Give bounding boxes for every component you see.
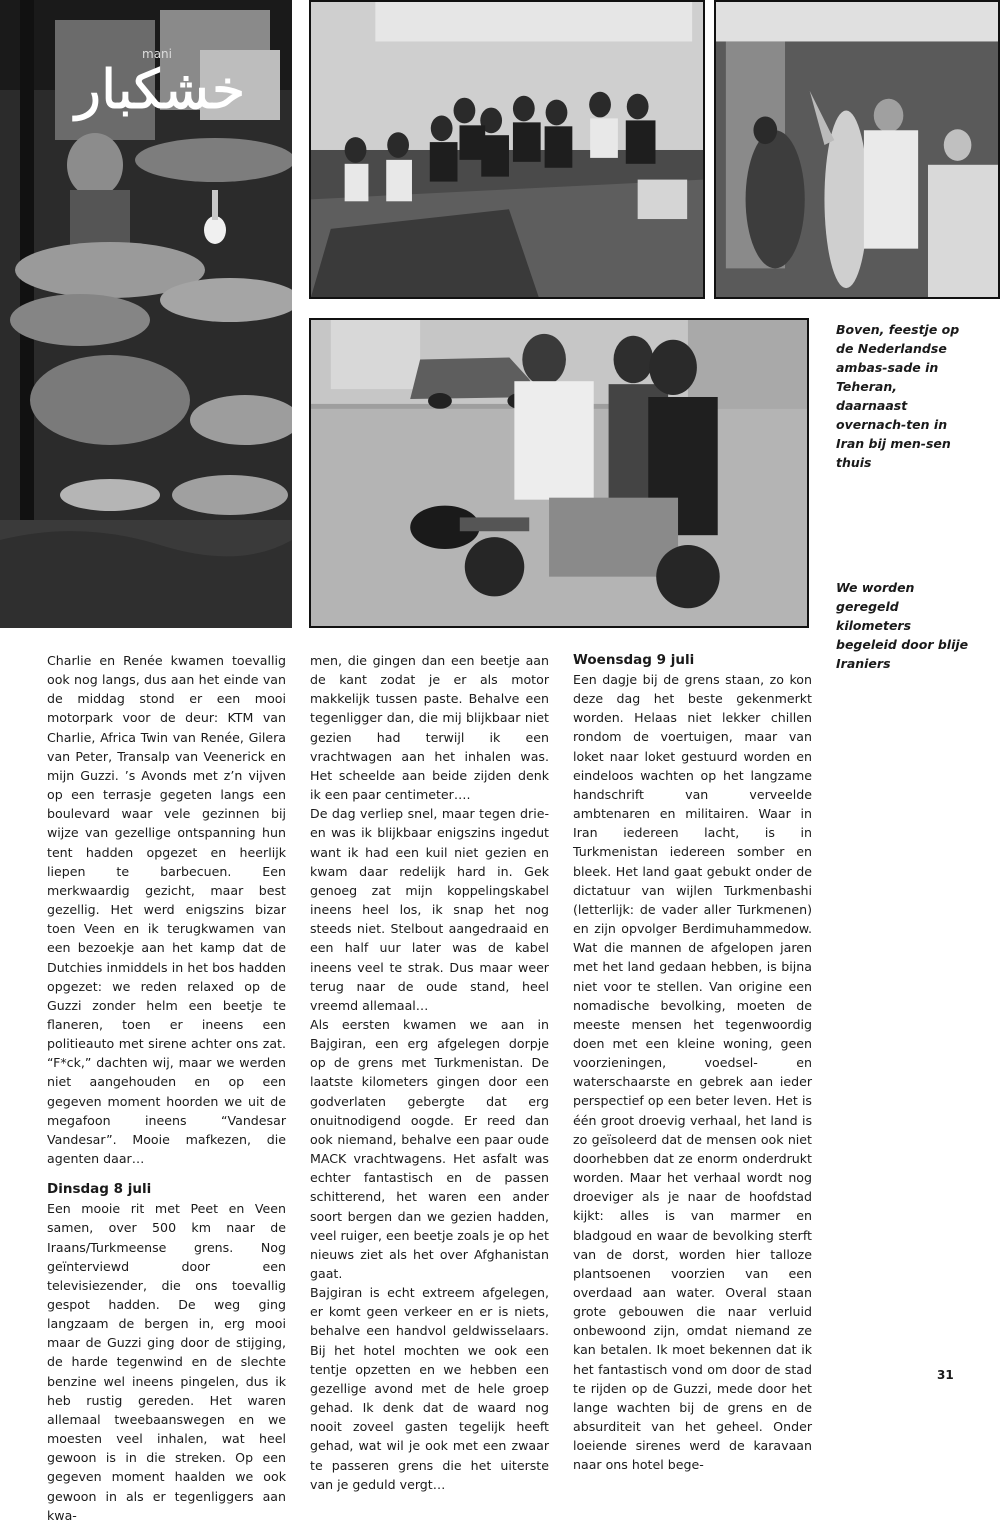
carpet-group-photo <box>309 0 705 299</box>
column-3 <box>573 651 812 1475</box>
market-photo <box>0 0 292 628</box>
column-2-paragraph-2: De dag verliep snel, maar tegen drie-en was ik blijkbaar enigszins ingedut want ik had een kuil niet gezien en kwam daar redelijk hard in. Gek genoeg zat mijn koppelingskabel ineens heel los, ik snap het nog steeds niet. Stelbout aangedraaid en een half uur later was de kabel ineens veel te strak. Dus maar weer terug naar de oude stand, heel vreemd allemaal… <box>310 806 549 1013</box>
motorbike-image <box>311 320 807 626</box>
shop-sign-text: mani <box>142 47 172 61</box>
column-2-paragraph-1: men, die gingen dan een beetje aan de kant zodat je er als motor makkelijk tussen paste. Behalve een tegenligger dan, die mij blijkbaar niet gezien had terwijl ik een vrachtwagen aan het inhalen was. Het scheelde aan beide zijden denk ik een paar centimeter…. <box>310 653 549 803</box>
neon-sign-text: خشکبار <box>75 58 246 121</box>
column-2 <box>310 651 549 1494</box>
page-number: 31 <box>937 1368 954 1382</box>
column-1-paragraph-2: Een mooie rit met Peet en Veen samen, over 500 km naar de Iraans/Turkmeense grens. Nog geïnterviewd door een televisiezender, die ons toevallig gespot hadden. De weg ging langzaam de bergen in, erg mooi maar de Guzzi ging door de stijging, de harde tegenwind en de slechte benzine wel ineens pingelen, dus ik heb rustig gereden. Het waren allemaal tweebaanswegen en we moesten veel inhalen, wat heel gewoon is in die streken. Op een gegeven moment haalden we ook gewoon in als er tegenliggers aan kwa- <box>47 1201 286 1523</box>
embassy-party-image <box>716 2 998 297</box>
caption-bottom: We worden geregeld kilometers begeleid door blije Iraniers <box>836 580 969 671</box>
column-1 <box>47 651 286 1525</box>
heading-dinsdag: Dinsdag 8 juli <box>47 1181 152 1198</box>
market-photo-image <box>0 0 292 628</box>
column-2-paragraph-4: Bajgiran is echt extreem afgelegen, er komt geen verkeer en er is niets, behalve een handvol geldwisselaars. Bij het hotel mochten we ook een tentje opzetten en we hebben een gezellige avond met de hele groep gehad. Ik denk dat de waard nog nooit zoveel gasten tegelijk heeft gehad, wat wil je ook met een zwaar te passeren grens die het uiterste van je geduld vergt… <box>310 1285 549 1492</box>
column-3-paragraph-1: Een dagje bij de grens staan, zo kon deze dag het beste gekenmerkt worden. Helaas niet lekker chillen rondom de voertuigen, maar van loket naar loket gestuurd worden en eindeloos wachten op het langzame handschrift van verveelde ambtenaren en militairen. Waar in Iran iedereen lacht, is in Turkmenistan iedereen somber en bleek. Het land gaat gebukt onder de dictatuur van wijlen Turkmenbashi (letterlijk: de vader aller Turkmenen) en zijn opvolger Berdimuhammedow. Wat die mannen de afgelopen jaren met het land gedaan hebben, is bijna niet voor te stellen. Van origine een nomadische bevolking, moeten de meeste mensen het tegenwoordig doen met een kleine woning, geen voorzieningen, voedsel- en waterschaarste en gebrek aan ieder perspectief op een beter leven. Het is één groot droevig verhaal, het land is zo geïsoleerd dat de mensen ook niet doorhebben dat ze enorm onderdrukt worden. Maar het verhaal wordt nog droeviger als je naar de hoofdstad kijkt: alles is van marmer en bladgoud en waar de bevolking sterft van de dorst, worden hier talloze plantsoenen voorzien van een overdaad aan water. Overal staan grote gebouwen die naar verluid onbewoond zijn, omdat niemand ze kan betalen. Ik moet bekennen dat ik het fantastisch vond om door de stad te rijden op de Guzzi, mede door het lange wachten bij de grens en de absurditeit van het geheel. Onder loeiende sirenes werd de karavaan naar ons hotel bege- <box>573 672 812 1473</box>
column-1-paragraph-1: Charlie en Renée kwamen toevallig ook nog langs, dus aan het einde van de middag stond er een mooi motorpark voor de deur: KTM van Charlie, Africa Twin van Renée, Gilera van Peter, Transalp van Veenerick en mijn Guzzi. ’s Avonds met z’n vijven op een terrasje gegeten langs een boulevard waar vele gezinnen bij wijze van gezellige ontspanning hun tent hadden opgezet en heerlijk liepen te barbecuen. Een merkwaardig gezicht, maar best gezellig. Het werd enigszins bizar toen Veen en ik terugkwamen van een bezoekje aan het kamp dat de Dutchies inmiddels in het bos hadden opgezet: we reden relaxed op de Guzzi zonder helm een beetje te flaneren, toen er ineens een politieauto met sirene achter ons zat. “F*ck,” dachten wij, maar we werden niet aangehouden en op een gegeven moment hoorden we uit de megafoon ineens “Vandesar Vandesar”. Mooie mafkezen, die agenten daar… <box>47 653 286 1167</box>
embassy-party-photo <box>714 0 1000 299</box>
motorbike-photo <box>309 318 809 628</box>
column-2-paragraph-3: Als eersten kwamen we aan in Bajgiran, een erg afgelegen dorpje op de grens met Turkmenistan. De laatste kilometers gingen door een godverlaten gebergte dat erg onuitnodigend oogde. Er reed dan ook niemand, behalve een paar oude MACK vrachtwagens. Het asfalt was echter fantastisch en de passen schitterend, het waren een ander soort bergen dan we gezien hadden, veel ruiger, een beetje zoals je op het nieuws ziet als het over Afghanistan gaat. <box>310 1016 549 1281</box>
carpet-group-image <box>311 2 703 297</box>
caption-top: Boven, feestje op de Nederlandse ambas-sade in Teheran, daarnaast overnach-ten in Iran bij men-sen thuis <box>836 322 960 470</box>
heading-woensdag: Woensdag 9 juli <box>573 652 695 668</box>
